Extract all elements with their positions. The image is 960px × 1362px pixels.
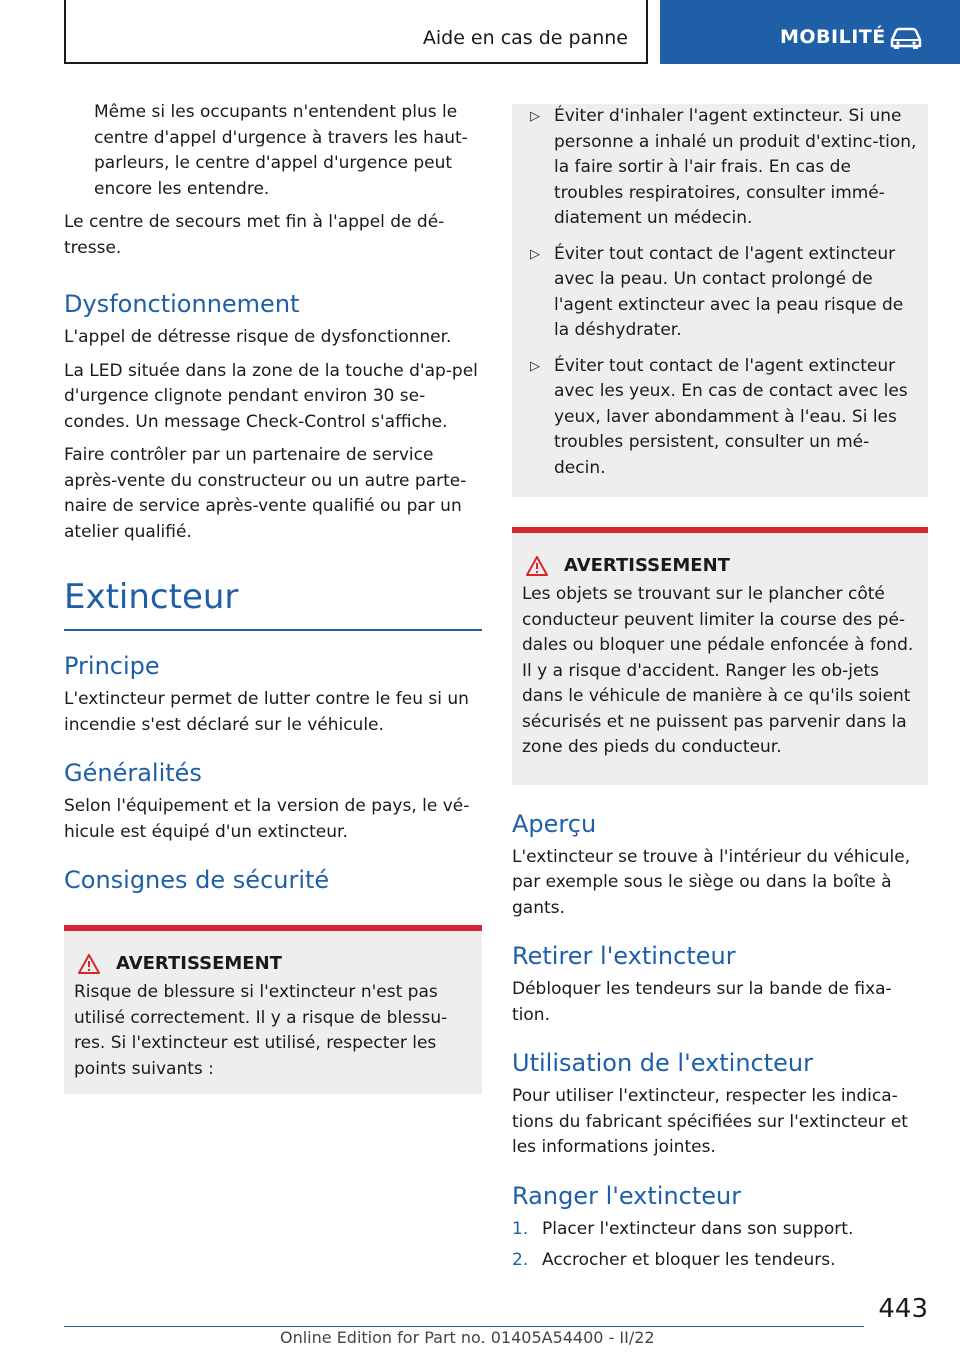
page-number: 443: [878, 1294, 928, 1324]
step-item: 2. Accrocher et bloquer les tendeurs.: [512, 1250, 836, 1270]
paragraph: Débloquer les tendeurs sur la bande de fixa-tion.: [512, 979, 892, 1025]
right-column: [512, 104, 928, 1280]
warning-icon: [78, 954, 100, 974]
triangle-bullet-icon: ▷: [530, 246, 540, 262]
heading-generalites: Généralités: [64, 759, 202, 787]
paragraph: Faire contrôler par un partenaire de service après-vente du constructeur ou un autre parte-naire de service après-vente qualifié ou par un atelier qualifié.: [64, 445, 467, 542]
paragraph: Pour utiliser l'extincteur, respecter les indica-tions du fabricant spécifiées sur l'extincteur et les informations jointes.: [512, 1086, 908, 1157]
triangle-bullet-icon: ▷: [530, 109, 540, 124]
warning-text: Les objets se trouvant sur le plancher côté conducteur peuvent limiter la course des pé-dales ou bloquer une pédale enfoncée à fond. Il y a risque d'accident. Ranger les ob-jets dans le véhicule de manière à ce qu'ils soient sécurisés et ne puissent pas parvenir dans la zone des pieds du conducteur.: [522, 584, 914, 757]
warning-title: AVERTISSEMENT: [74, 953, 472, 974]
heading-consignes: Consignes de sécurité: [64, 866, 330, 894]
list-item: ▷ Éviter tout contact de l'agent extincteur avec la peau. Un contact prolongé de l'agent extincteur avec la peau risque de la déshydrater.: [522, 242, 918, 344]
chapter-title: MOBILITÉ: [780, 26, 886, 48]
paragraph: L'appel de détresse risque de dysfonctionner.: [64, 327, 452, 347]
header-chapter-tab: [660, 0, 960, 64]
heading-ranger: Ranger l'extincteur: [512, 1181, 742, 1210]
footer-edition: Online Edition for Part no. 01405A54400 - II/22: [280, 1328, 655, 1347]
heading-dysfonctionnement: Dysfonctionnement: [64, 290, 300, 318]
step-list: [512, 1217, 928, 1274]
heading-principe: Principe: [64, 652, 160, 680]
left-column: [64, 100, 482, 1094]
heading-extincteur: Extincteur: [64, 577, 482, 631]
heading-retirer: Retirer l'extincteur: [512, 942, 736, 970]
warning-icon: [526, 556, 548, 576]
paragraph: L'extincteur se trouve à l'intérieur du véhicule, par exemple sous le siège ou dans la boîte à gants.: [512, 846, 911, 918]
triangle-bullet-icon: ▷: [530, 358, 540, 374]
list-item: ▷ Éviter d'inhaler l'agent extincteur. Si une personne a inhalé un produit d'extinc-tion, la faire sortir à l'air frais. En cas de troubles respiratoires, consulter immé-diatement un médecin.: [522, 104, 918, 232]
heading-apercu: Aperçu: [512, 809, 597, 838]
header-section-box: [64, 0, 648, 64]
paragraph: La LED située dans la zone de la touche d'ap-pel d'urgence clignote pendant environ 30 se-condes. Un message Check-Control s'affiche.: [64, 360, 478, 432]
step-item: 1. Placer l'extincteur dans son support.: [512, 1218, 854, 1239]
warning-box: [64, 925, 482, 1094]
car-icon: [888, 26, 924, 50]
paragraph: L'extincteur permet de lutter contre le feu si un incendie s'est déclaré sur le véhicule.: [64, 689, 469, 735]
warning-title: AVERTISSEMENT: [522, 555, 918, 576]
list-item: ▷ Éviter tout contact de l'agent extincteur avec les yeux. En cas de contact avec les yeux, laver abondamment à l'eau. Si les troubles persistent, consulter un mé-decin.: [522, 354, 918, 482]
paragraph: Même si les occupants n'entendent plus le centre d'appel d'urgence à travers les haut-parleurs, le centre d'appel d'urgence peut encore les entendre.: [94, 102, 468, 199]
paragraph: Le centre de secours met fin à l'appel de dé-tresse.: [64, 212, 445, 258]
warning-text: Risque de blessure si l'extincteur n'est pas utilisé correctement. Il y a risque de blessu-res. Si l'extincteur est utilisé, respecter les points suivants :: [74, 982, 448, 1079]
bullet-list: [512, 104, 928, 497]
paragraph: Selon l'équipement et la version de pays, le vé-hicule est équipé d'un extincteur.: [64, 796, 470, 842]
warning-box: [512, 527, 928, 785]
footer-divider: [64, 1326, 864, 1327]
section-title: Aide en cas de panne: [422, 27, 628, 49]
heading-utilisation: Utilisation de l'extincteur: [512, 1049, 813, 1077]
